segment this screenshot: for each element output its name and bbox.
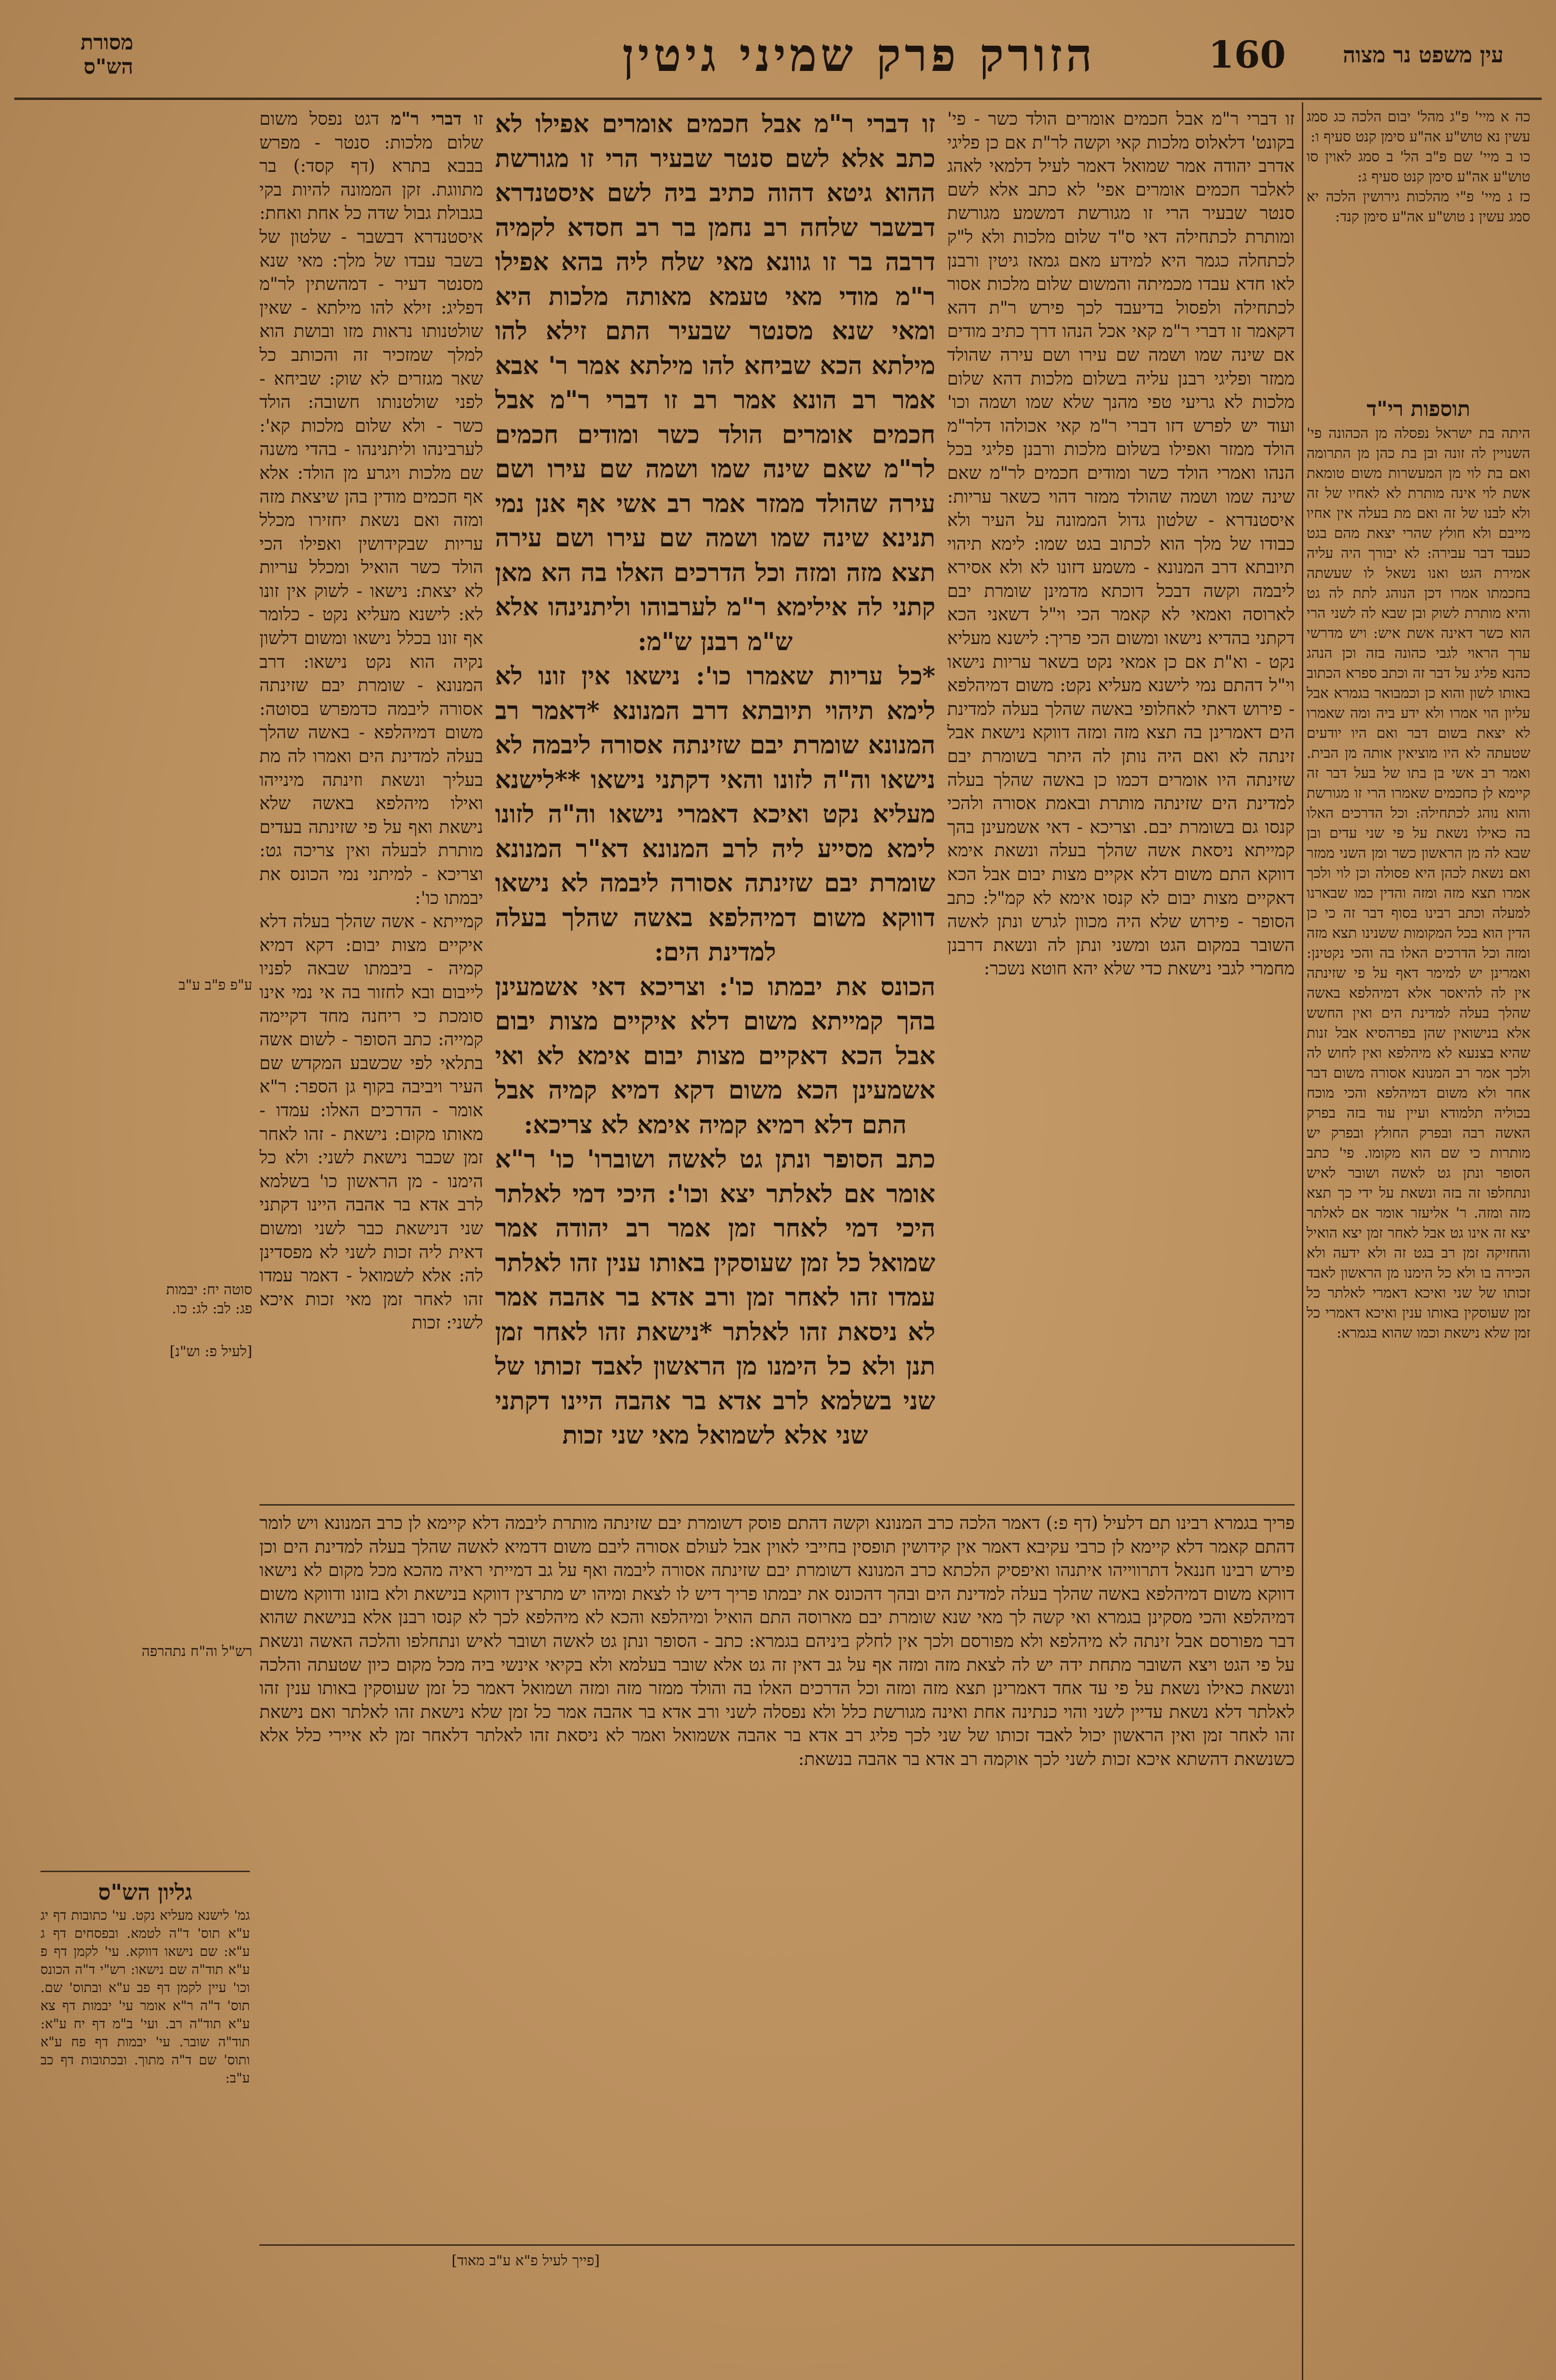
bottom-tosafot-text	[259, 1511, 1295, 2235]
rashi-column	[259, 107, 483, 1497]
header-rule	[14, 98, 1542, 100]
ein-mishpat-note: כו ב מיי' שם פ"ב הל' ב סמג לאוין סו טוש"ע אה"ע סימן קנט סעיף ג:	[1307, 149, 1530, 185]
gemara-paragraph: כתב הסופר ונתן גט לאשה ושוברו' כו' ר"א אומר אם לאלתר יצא וכו': היכי דמי לאלתר היכי דמי לאחר זמן אמר רב יהודה אמר שמואל כל זמן שעוסקין באותו ענין זהו לאלתר עמדו זהו לאחר זמן ורב אדא בר אהבה אמר לא ניסאת זהו לאלתר *נישאת זהו לאחר זמן תנן ולא כל הימנו מן הראשון לאבד זכותו של שני בשלמא לרב אדא בר אהבה היינו דקתני שני אלא לשמואל מאי שני זכות	[495, 1145, 935, 1450]
page-title: הזורק פרק שמיני גיטין	[622, 28, 1096, 82]
masoret-note: [לעיל פ: וש"נ]	[169, 1343, 252, 1360]
gemara-paragraph: הכונס את יבמתו כו': וצריכא דאי אשמעינן בהך קמייתא משום דלא איקיים מצות יבום אבל הכא דאקיים מצות יבום אימא לא ואי אשמעינן הכא משום דקא דמיא קמיה אבל התם דלא רמיא קמיה אימא לא צריכא:	[495, 972, 935, 1140]
ein-mishpat-header: עין משפט נר מצוה	[1343, 41, 1504, 68]
gemara-main-text	[495, 107, 935, 1464]
rashi-text: דגט נפסל משום שלום מלכות: סנטר - מפרש בבבא בתרא (דף קסד:) בר מתווגת. זקן הממונה להיות בקי בגבולת גבול שדה כל אחת ואחת: איסטנדרא דבשבר - שלטון של בשבר עבדו של מלך: מאי שנא מסנטר דעיר - דמהשתין לר"מ דפליג: זילא להו מילתא - שאין שולטנותו נראות מזו ובושת הוא למלך שמזכיר זה והכותב כל שאר מגזרים לא שוק: שביחא - לפני שולטנותו חשובה: הולד כשר - ולא שלום מלכות קא': לערבינהו וליתנינהו - בהדי משנה שם מלכות ויגרע מן הולד: אלא אף חכמים מודין בהן שיצאת מזה ומזה ואם נשאת יחזירו מכלל עריות שבקידושין ואפילו הכי הולד כשר הואיל ומכלל עריות לא יצאת: נישאו - לשוק אין זונו לא: לישנא מעליא נקט - כלומר אף זונו בכלל נישאו ומשום דלשון נקיה הוא נקט נישאו: דרב המנונא - שומרת יבם שזינתה אסורה ליבמה כדמפרש בסוטה: משום דמיהלפא - באשה שהלך בעלה למדינת הים ואמרו לה מת בעליך ונשאת וזינתה מינייהו ואילו מיהלפא באשה שלא נישאת ואף על פי שזינתה בעדים מותרת לבעלה ואין צריכה גט: וצריכא - למיתני נמי הכונס את יבמתו כו':	[259, 109, 483, 908]
bottom-tosafot-paragraph: פריך בגמרא רבינו תם דלעיל (דף פ:) דאמר הלכה כרב המנונא וקשה דהתם פוסק דשומרת יבם שזינתה מותרת ליבמה דלא קיימא לן כרב המנונא ויש לומר דהתם קאמר דלא קיימא לן כרבי עקיבא דאמר אין קידושין תופסין בחייבי לאוין אבל לעולם אסורה ליבם משום דדמיא לאשה שהלך בעלה למדינת הים וכן פירש רבינו חננאל דתרווייהו איתנהו ואיפסיק הלכתא כרב המנונא דשומרת יבם שזינתה אסורה ליבמה ואף על גב דמייתי ראיה מהכא מכל מקום לא נישאו דווקא משום דמיהלפא באשה שהלך בעלה למדינת הים ובהך דהכונס את יבמתו פריך דיש לו לצאת ומיהו יש מתרצין דווקא בנישאת ולא בזונו ודווקא משום דמיהלפא והכי מסקינן בגמרא ואי קשה לך מאי שנא שומרת יבם מארוסה התם הואיל ומיהלפא והכא לא מיהלפא לכך לא קנסו רבנן אלא בנישאת שהוא דבר מפורסם אבל זינתה לא מיהלפא ולא מפורסם ולכך אין לחלק ביניהם בגמרא: כתב - הסופר ונתן גט לאשה ושובר לאיש ונתחלפו והלכה האשה ונשאת על פי הגט ויצא השובר מתחת ידה יש לה לצאת מזה ומזה אף על גב דאין זה גט אלא שובר בעלמא ולא בקיאי אינשי ביה מכל מקום כיון שטעתה והלכה ונשאת כאילו נשאת על פי עד אחד דאמרינן תצא מזה ומזה וכל הדרכים האלו בה והולד ממזר מזה ומזה ושמואל דאמר כל זמן שעוסקין באותו ענין זהו לאלתר דלא נשאת עדיין לשני והוי כנתינה אחת ואינה מגורשת כלל ולא נפסלה לשני ורב אדא בר אהבה אמר כל זמן שלא נישאת זהו לאלתר ואם נישאת זהו לאחר זמן ואין הראשון יכול לאבד זכותו של שני לכך פליג רב אדא בר אהבה אשמואל ואמר לא ניסאת זהו לאלתר דלאחר זמן לא איירי כלל אלא כשנשאת דהשתא איכא זכות לשני לכך אוקמה רב אדא בר אהבה בנשאת:	[259, 1513, 1295, 1769]
masoret-note: ע"פ פ"ב ע"ב	[178, 977, 252, 993]
masoret-note: רש"ל וה"ח נתהרפה	[141, 1643, 252, 1660]
rashi-text: קמייתא - אשה שהלך בעלה דלא איקיים מצות יבום: דקא דמיא קמיה - ביבמתו שבאה לפניו לייבום ובא לחזור בה אי נמי אינו סומכת כי ריחנה מחד דקיימה קמייה: כתב הסופר - לשום אשה בתלאי לפי שכשבע המקדש שם העיר ויביבה בקוף גן הספר: ר"א אומר - הדרכים האלו: עמדו - מאותו מקום: נישאת - זהו לאחר זמן שכבר נישאת לשני: ולא כל הימנו - מן הראשון כו' בשלמא לרב אדא בר אהבה היינו דקתני שני דנישאת כבר לשני ומשום דאית ליה זכות לשני לא מפסדינן לה: אלא לשמואל - דאמר עמדו זהו לאחר זמן מאי זכות איכא לשני: זכות	[259, 911, 483, 1333]
masoret-note: סוטה יח: יבמות פג: לב: לג: כו.	[166, 1281, 252, 1317]
gilyon-box-top	[40, 1871, 250, 1872]
masoret-hashas-header: מסורת הש"ס	[80, 30, 133, 79]
tosafot-rid-title: תוספות רי"ד	[1367, 397, 1470, 421]
tosafot-rid-text: היתה בת ישראל נפסלה מן הכהונה פי' השנויין לה זונה ובן בת כהן מן התרומה ואם בת לוי מן המעשרות משום טומאת אשת לוי אינה מותרת לא לאחיו של זה ולא לבנו של זה ואם מת בעלה אין אחיו מייבם ולא חולץ שהרי יצאת מהם בגט כעבד דבר עבירה: לא יבורך היה עליה אמירת הגט ואנו נשאל לו שעשתה בחכמתו אמרו דכן הנוהג לתת לה גט והיא מותרת לשוק ובן שבא לה לשני הרי הוא כשר דאינה אשת איש: ויש מדרשי ערך הראוי לגבי כהונה בזה וכן הנהג כהנא פליג על דבר זה וכתב ספרא הכתוב באותו לשון והוא כן וכמבואר בגמרא אבל עליון הוי אמרו ולא ידע ביה ומה שאמרו לא יצאת בשום דבר ואם היו יודעים שטעתה לא היו מוציאין אותה מן הבית. ואמר רב אשי בן בתו של בעל דבר זה קיימא לן כחכמים שאמרו הרי זו מגורשת והוא נוהג לכתחילה: וכל הדרכים האלו בה כאילו נשאת על פי שני עדים ובן שבא לה מן הראשון כשר ומן השני ממזר ואם נשאת לכהן היא פסולה וכן לוי ולכך אמרו תצא מזה ומזה והדין כמו שבארנו למעלה וכתב רבינו בסוף דבר זה כי כן הדין הוא בכל המקומות ששנינו תצא מזה ומזה וכל הדרכים האלו בה והכי נקטינן: ואמרינן יש למימר דאף על פי שזינתה אין לה להיאסר אלא דמיהלפא באשה שהלך בעלה למדינת הים ואין החשש אלא בנישואין שהן בפרהסיא אבל זנות שהיא בצנעא לא מיהלפא ואין לחוש לה ולכך אמר רב המנונא אסורה משום דבר אחר ולא משום דמיהלפא והכי מוכח בכוליה תלמודא ועיין עוד בזה בפרק האשה רבה ובפרק החולץ ובפרק יש מותרות כי שם הוא מקומו. פי' כתב הסופר ונתן גט לאשה ושובר לאיש ונתחלפו זה בזה ונשאת על ידי כך תצא מזה ומזה. ר' אליעזר אומר אם לאלתר יצא זה אינו גט אבל לאחר זמן יצא הואיל והחזיקה זמן רב בגט זה ולא ידעה ולא הכירה בו ולא כל הימנו מן הראשון לאבד זכותו של שני ואיכא דאמרי לאלתר כל זמן שעוסקין באותו ענין ואיכא דאמרי כל זמן שלא נישאת וכמו שהוא בגמרא:	[1307, 425, 1530, 1341]
tosafot-text: זו דברי ר"מ אבל חכמים אומרים הולד כשר - פי' בקונט' דלאלוס מלכות קאי וקשה לר"ת אם כן פליגי אדרב יהודה אמר שמואל דאמר לעיל דלמאי לאהג לאלבר חכמים אומרים אפי' לא כתב אלא לשם סנטר שבעיר הרי זו מגורשת דמשמע מגורשת ומותרת לכתחילה דאי ס"ד שלום מלכות ולא ל"ק לכתחלה כגמר היא למידע מאם גמאז גיטין ורבנן לאו חדא עבדו מכמיתה והמשום שלום מלכות אסור לכתחילה ולפסול בדיעבד לכך פירש ר"ת דהא דקאמר זו דברי ר"מ קאי אכל הנהו דרך כתיב מודים אם שינה שמו ושמה שם עירו ושם עירה שהולד ממזר ופליגי רבנן עליה בשלום מלכות דהא שלום מלכות לא גריעי טפי מהנך שלא שמו ושמה וכו' ועוד יש לפרש דזו דברי ר"מ קאי אכולהו דלר"מ הולד ממזר ואפילו בשלום מלכות ורבנן פליגי בכל הנהו ואמרי הולד כשר ומודים חכמים לר"מ שאם שינה שמו ושמה שהולד ממזר דהוי כשאר עריות: איסטנדרא - שלטון גדול הממונה על העיר ולא כבודו של מלך הוא לכתוב בגט שמו: לימא תיהוי תיובתא דרב המנונא - משמע דזונו לא ולא אסירא ליבמה וקשה דבכל דוכתא מדמינן שומרת יבם לארוסה ואמאי לא קאמר הכי וי"ל דשאני הכא דקתני בהדיא נישאו ומשום הכי פריך: לישנא מעליא נקט - וא"ת אם כן אמאי נקט בשאר עריות נישאו וי"ל דהתם נמי לישנא מעליא נקט: משום דמיהלפא - פירוש דאתי לאחלופי באשה שהלך בעלה למדינת הים דאמרינן בה תצא מזה ומזה דווקא נישאת אבל זינתה לא ואם היה נותן לה היתר בשומרת יבם שזינתה היו אומרים דכמו כן באשה שהלך בעלה למדינת הים שזינתה מותרת ובאמת אסורה ולהכי קנסו גם בשומרת יבם. וצריכא - דאי אשמעינן בהך קמייתא ניסאת אשה שהלך בעלה ונשאת אימא דווקא התם משום דלא אקיים מצות יבום אבל הכא דאקיים מצות יבום לא קנסו אימא לא קמ"ל: כתב הסופר - פירוש שלא היה מכוון לגרש ונתן לאשה השובר במקום הגט ומשני ונתן לה ונשאת דרבנן מחמרי לגבי נישאת כדי שלא יהא חוטא נשכר:	[947, 109, 1295, 979]
footnote-rule	[259, 2244, 1295, 2246]
gilyon-hashas-text: גמ' לישנא מעליא נקט. עי' כתובות דף יג ע"א תוס' ד"ה לטמא. ובפסחים דף ג ע"א: שם נישאו דווקא. עי' לקמן דף פ ע"א תוד"ה שם נישאו: רש"י ד"ה הכונס וכו' עיין לקמן דף פב ע"א ובתוס' שם. תוס' ד"ה ר"א אומר עי' יבמות דף צא ע"א תוד"ה רב. ועי' ב"מ דף יח ע"א: תוד"ה שובר. עי' יבמות דף פח ע"א ותוס' שם ד"ה מתוך. ובכתובות דף כב ע"ב:	[40, 1907, 250, 2086]
ein-mishpat-notes	[1307, 107, 1530, 388]
page-number: 160	[1208, 33, 1286, 77]
ein-mishpat-note: כז ג מיי' פ"י מהלכות גירושין הלכה יא סמג עשין נ טוש"ע אה"ע סימן קנד:	[1307, 188, 1530, 225]
footer-note: [פייך לעיל פ"א ע"ב מאוד]	[451, 2252, 600, 2269]
gilyon-hashas-title: גליון הש"ס	[98, 1879, 192, 1905]
tosafot-column	[947, 107, 1295, 1497]
ein-mishpat-note: כה א מיי' פ"ג מהל' יבום הלכה כג סמג עשין נא טוש"ע אה"ע סימן קנט סעיף ו:	[1307, 109, 1530, 145]
gilyon-hashas-box	[40, 1878, 250, 2380]
gemara-paragraph: *כל עריות שאמרו כו': נישאו אין זונו לא לימא תיהוי תיובתא דרב המנונא *דאמר רב המנונא שומרת יבם שזינתה אסורה ליבמה לא נישאו וה"ה לזונו והאי דקתני נישאו **לישנא מעליא נקט ואיכא דאמרי נישאו וה"ה לזונו לימא מסייע ליה לרב המנונא דא"ר המנונא שומרת יבם שזינתה אסורה ליבמה לא נישאו דווקא משום דמיהלפא באשה שהלך בעלה למדינת הים:	[495, 662, 935, 967]
tosafot-rid-column	[1307, 395, 1530, 2380]
rashi-dibur-hamatchil: זו דברי ר"מ	[391, 108, 483, 129]
bottom-section-rule	[259, 1504, 1295, 1506]
gemara-paragraph: זו דברי ר"מ אבל חכמים אומרים אפילו לא כתב אלא לשם סנטר שבעיר הרי זו מגורשת ההוא גיטא דהוה כתיב ביה לשם איסטנדרא דבשבר שלחה רב נחמן בר רב חסדא לקמיה דרבה בר זו גוונא מאי שלח ליה בהא אפילו ר"מ מודי מאי טעמא מאותה מלכות היא ומאי שנא מסנטר שבעיר התם זילא להו מילתא הכא שביחא להו מילתא אמר ר' אבא אמר רב הונא אמר רב זו דברי ר"מ אבל חכמים אומרים הולד כשר ומודים חכמים לר"מ שאם שינה שמו ושמה שם עירו ושם עירה שהולד ממזר אמר רב אשי אף אנן נמי תנינא שינה שמו ושמה שם עירו ושם עירה תצא מזה ומזה וכל הדרכים האלו בה הא מאן קתני לה אילימא ר"מ לערבוהו וליתנינהו אלא ש"מ רבנן ש"מ:	[495, 109, 935, 656]
column-divider	[1302, 102, 1303, 2380]
